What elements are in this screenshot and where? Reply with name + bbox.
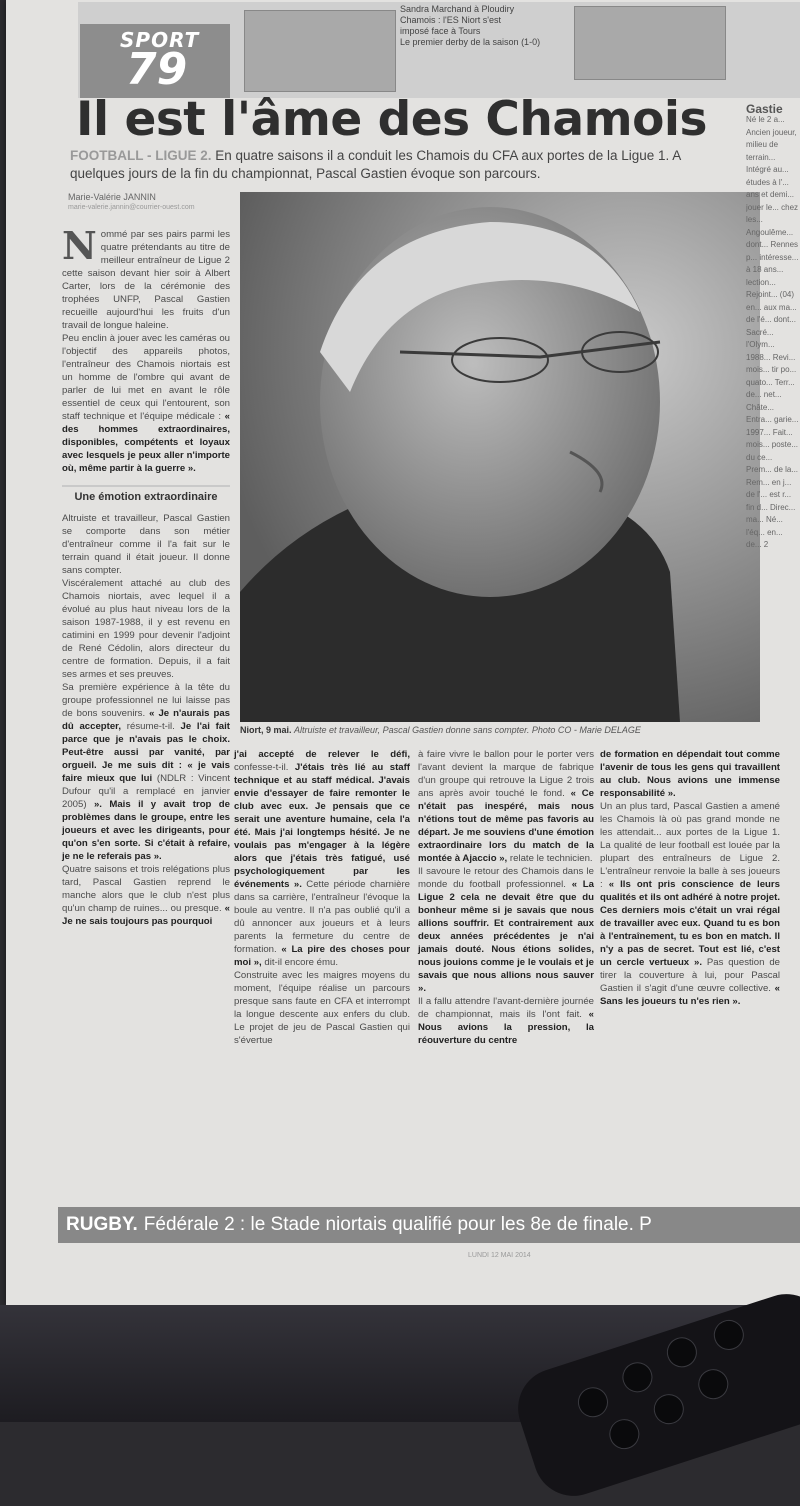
article-column-3 bbox=[418, 748, 594, 1188]
remote-button bbox=[605, 1415, 643, 1453]
drop-cap: N bbox=[62, 223, 97, 268]
paragraph: dit-il encore ému. bbox=[264, 957, 338, 968]
article-column-1 bbox=[62, 223, 231, 1186]
remote-button bbox=[694, 1365, 732, 1403]
quote: « Ce n'était pas inespéré, mais nous n'étions tout de même pas favoris au départ. Je me souviens d'une émotion extraordinaire lors du match de la montée à Ajaccio », bbox=[418, 788, 594, 864]
paragraph: résume-t-il. bbox=[126, 721, 175, 732]
quote: « Sans les joueurs tu n'es rien ». bbox=[600, 983, 780, 1007]
teaser-photo-1 bbox=[244, 10, 396, 92]
adjacent-article-strip: Né le 2 a... Ancien joueur, milieu de terrain... Intégré au... études à l'... ans et demi... jouer le... chez les... Angoulême... dont... Rennes p... intéresse... à 18 ans... lection... Rejoint... (04) en... aux ma... de l'é... dont... Sacré... l'Olym... 1988... Revi... mois... tir po... quato... Terr... de... net... Châte... Entra... garie... 1997... Fait... mois... poste... du ce... Prem... de la... Rem... en j... de l'... est r... fin d... Direc... ma... Né... l'éq... en... de... 2 bbox=[746, 115, 799, 549]
paragraph: à faire vivre le ballon pour le porter vers l'avant devient la marque de fabrique d'un groupe qui retrouve la Ligue 2 trois ans après avoir touché le fond. bbox=[418, 749, 594, 799]
remote-button bbox=[710, 1316, 748, 1354]
quote: « Ils ont pris conscience de leurs qualités et ils ont adhéré à notre projet. Ces derniers mois c'était un vrai régal de travailler avec eux. Quand tu es bon à l'entraînement, tu es bon en match. Il n'y a pas de secret. Tout est lié, c'est un cercle vertueux ». bbox=[600, 879, 780, 968]
paragraph: Pas question de tirer la couverture à lui, pour Pascal Gastien il s'agit d'une œuvre collective. bbox=[600, 957, 780, 994]
quote: J'étais très lié au staff technique et au staff médical. J'avais envie d'essayer de faire remonter le club avec eux. Je pensais que ce serait une aventure humaine, cela l'a été. Mais j'ai longtemps hésité. Je ne voulais pas m'engager à la légère alors que j'étais très fatigué, usé psychologiquement par les événements ». bbox=[234, 762, 410, 890]
quote: « Nous avions la pression, la réouverture du centre bbox=[418, 1009, 594, 1046]
paragraph: Cette période charnière dans sa carrière, l'entraîneur l'évoque la boule au ventre. Il n'a pas oublié qu'il a dû annoncer aux joueurs et à leurs parents la fermeture du centre de formation. bbox=[234, 879, 410, 955]
rubric bbox=[70, 147, 730, 183]
teaser-line: Le premier derby de la saison (1-0) bbox=[400, 37, 541, 47]
paragraph: Altruiste et travailleur, Pascal Gastien se comporte dans son métier d'entraîneur comme il l'a fait sur le terrain quand il était joueur. Il donne sans compter. bbox=[62, 513, 230, 576]
remote-button bbox=[650, 1390, 688, 1428]
remote-button bbox=[663, 1333, 701, 1371]
newspaper-page bbox=[6, 0, 800, 1305]
quote: « La Ligue 2 cela ne devait être que du bonheur même si je savais que nous allions souffrir. Et contrairement aux deux années précédentes je n'ai jamais douté. Nous étions solides, nous jouions comme je le voulais et je savais que nous allions nous sauver ». bbox=[418, 879, 595, 994]
byline: Marie-Valérie JANNIN bbox=[68, 192, 156, 202]
headline: Il est l'âme des Chamois bbox=[76, 92, 707, 147]
quote: Je l'ai fait parce que je n'avais pas le choix. Peut-être aussi par vanité, par orgueil. Je me suis dit : bbox=[62, 721, 230, 771]
quote: « Je ne sais toujours pas pourquoi bbox=[62, 903, 230, 927]
quote: « des hommes extraordinaires, disponibles, compétents et loyaux avec lesquels je peux aller n'importe où, même partir à la guerre ». bbox=[62, 411, 230, 474]
caption-place: Niort, 9 mai. bbox=[240, 725, 292, 735]
paragraph: Un an plus tard, Pascal Gastien a amené les Chamois là où pas grand monde ne les attendait... aux portes de la Ligue 1. La qualité de leur football est louée par la plupart des entraîneurs de Ligue 2. L'entraîneur renvoie la balle à ses joueurs : bbox=[600, 801, 780, 890]
paragraph: Quatre saisons et trois relégations plus tard, Pascal Gastien reprend le manche alors que le club n'est plus qu'un champ de ruines... ou presque. bbox=[62, 864, 230, 914]
teaser-line: Sandra Marchand à Ploudiry bbox=[400, 4, 515, 14]
teaser-line: imposé face à Tours bbox=[400, 26, 481, 36]
teaser-photo-2 bbox=[574, 6, 726, 80]
paragraph: Il a fallu attendre l'avant-dernière journée de championnat, mais ils l'ont fait. bbox=[418, 996, 594, 1020]
paragraph: Viscéralement attaché au club des Chamois niortais, avec lequel il a évolué au plus haut niveau lors de la saison 1987-1988, il y est revenu en catimini en 1999 pour devenir l'adjoint de René Cédolin, alors directeur du centre de formation. Depuis, il a fait ses armes et ses preuves. bbox=[62, 578, 230, 680]
paragraph: confesse-t-il. bbox=[234, 762, 289, 773]
editor-note: (NDLR : Vincent Dufour qu'il a remplacé en janvier 2005) bbox=[62, 773, 230, 810]
section-number: 79 bbox=[126, 44, 188, 95]
article-column-2 bbox=[234, 748, 410, 1188]
rugby-label: RUGBY. bbox=[66, 1214, 138, 1235]
side-column-heading: Gastie bbox=[746, 102, 783, 116]
quote: de formation en dépendait tout comme l'avenir de tous les gens qui travaillent au club. Nous avions une immense responsabilité ». bbox=[600, 749, 780, 799]
photo-caption bbox=[240, 725, 760, 735]
caption-text: Altruiste et travailleur, Pascal Gastien donne sans compter. Photo CO - Marie DELAGE bbox=[294, 725, 641, 735]
paragraph: Peu enclin à jouer avec les caméras ou l'objectif des appareils photos, l'entraîneur des Chamois niortais est un homme de l'ombre qui avant de parler de lui met en avant le rôle essentiel de ceux qui l'entourent, son staff technique et l'équipe médicale : bbox=[62, 333, 230, 422]
page-date: LUNDI 12 MAI 2014 bbox=[468, 1252, 531, 1259]
quote: « je vais faire mieux que lui bbox=[62, 760, 231, 784]
rubric-label: FOOTBALL - LIGUE 2. bbox=[70, 148, 212, 163]
teaser-line: Chamois : l'ES Niort s'est bbox=[400, 15, 501, 25]
paragraph: Il savoure le retour des Chamois dans le monde du football professionnel. bbox=[418, 866, 594, 890]
quote: j'ai accepté de relever le défi, bbox=[234, 749, 410, 760]
rugby-text: Fédérale 2 : le Stade niortais qualifié pour les 8e de finale. P bbox=[143, 1214, 652, 1235]
paragraph: relate le technicien. bbox=[509, 853, 593, 864]
quote: « La pire des choses pour moi », bbox=[234, 944, 410, 968]
remote-button bbox=[619, 1358, 657, 1396]
quote: ». Mais il y avait trop de problèmes dans le groupe, entre les joueurs et avec les dirigeants, pour qu'on s'en sorte. Si c'était à refaire, je ne le referais pas ». bbox=[62, 799, 231, 862]
section-word: SPORT bbox=[120, 28, 200, 52]
rugby-banner bbox=[58, 1207, 800, 1243]
remote-button bbox=[574, 1383, 612, 1421]
byline-email: marie-valerie.jannin@courrier-ouest.com bbox=[68, 204, 195, 211]
section-badge bbox=[80, 24, 230, 98]
portrait-photo bbox=[240, 192, 760, 722]
quote: « Je n'aurais pas dû accepter, bbox=[62, 708, 231, 732]
rubric-text: En quatre saisons il a conduit les Chamois du CFA aux portes de la Ligue 1. A quelques jours de la fin du championnat, Pascal Gastien évoque son parcours. bbox=[70, 148, 681, 181]
subheading: Une émotion extraordinaire bbox=[62, 485, 230, 504]
paragraph: Sa première expérience à la tête du groupe professionnel ne lui laisse pas de bons souvenirs. bbox=[62, 682, 230, 719]
paragraph: Construite avec les maigres moyens du moment, l'équipe réalise un parcours presque sans faute en CFA et interrompt la longue descente aux enfers du club. Le projet de jeu de Pascal Gastien qui s'évertue bbox=[234, 970, 410, 1046]
teaser-text bbox=[400, 4, 570, 48]
portrait-illustration bbox=[240, 192, 760, 722]
paragraph: ommé par ses pairs parmi les quatre prétendants au titre de meilleur entraîneur de Ligue 2 cette saison devant hier soir à Albert Carter, lors de la cérémonie des trophées UNFP, Pascal Gastien recueille aujourd'hui les fruits d'un travail de longue haleine. bbox=[62, 229, 230, 331]
